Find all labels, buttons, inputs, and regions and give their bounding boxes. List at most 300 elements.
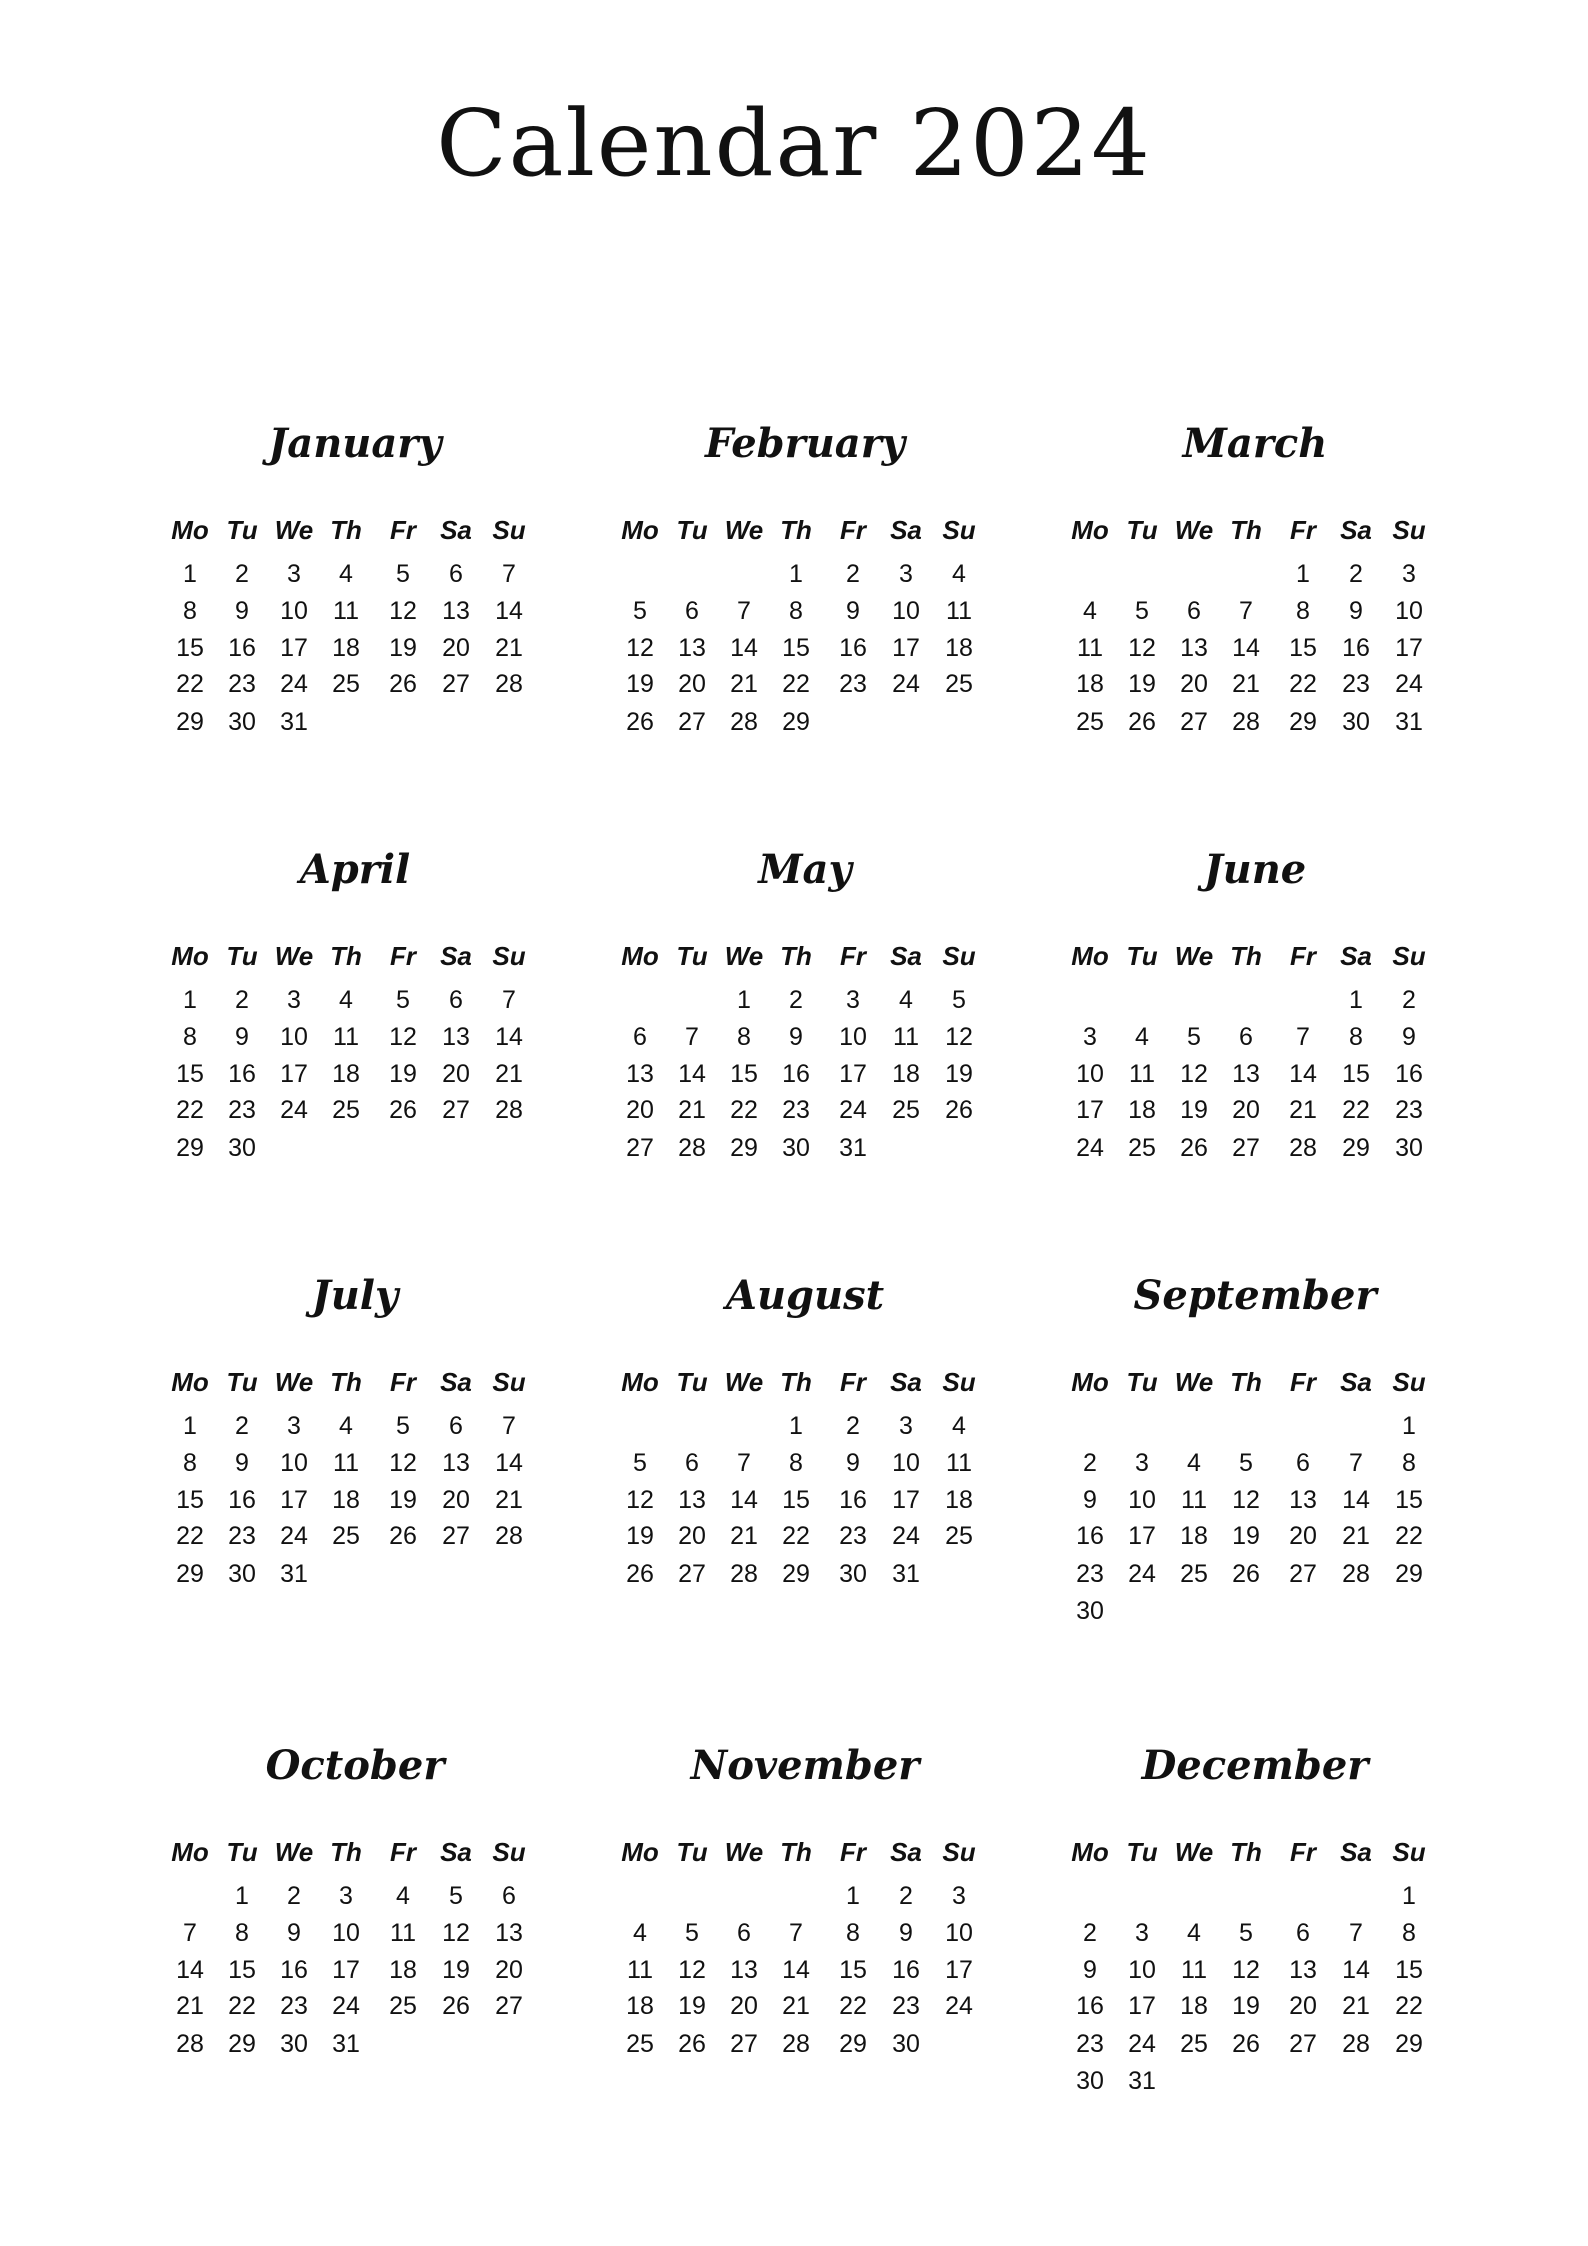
day-cell: 29 [176, 1134, 204, 1162]
day-cell: 23 [228, 670, 256, 698]
weekday-header: Th [330, 1837, 362, 1867]
day-cell: 16 [839, 1486, 867, 1514]
month-july [150, 1272, 560, 1632]
day-cell: 4 [396, 1882, 410, 1910]
day-cell: 23 [228, 1522, 256, 1550]
day-cell: 30 [228, 708, 256, 736]
day-cell: 12 [626, 634, 654, 662]
day-cell: 13 [626, 1060, 654, 1088]
day-cell: 9 [235, 1449, 249, 1477]
day-cell: 9 [846, 597, 860, 625]
day-cell: 21 [1289, 1096, 1317, 1124]
day-cell: 19 [626, 670, 654, 698]
weekday-header: Mo [171, 941, 209, 971]
month-august [600, 1272, 1010, 1632]
day-cell: 8 [183, 1023, 197, 1051]
day-cell: 28 [1342, 1560, 1370, 1588]
day-cell: 31 [332, 2030, 360, 2058]
day-cell: 17 [1128, 1522, 1156, 1550]
weekday-header: Th [1230, 515, 1262, 545]
weekday-header: Su [492, 1837, 526, 1867]
day-cell: 31 [892, 1560, 920, 1588]
day-cell: 10 [280, 597, 308, 625]
day-cell: 4 [1187, 1919, 1201, 1947]
day-cell: 17 [892, 1486, 920, 1514]
day-cell: 27 [1289, 2030, 1317, 2058]
day-cell: 9 [1083, 1486, 1097, 1514]
day-cell: 13 [1289, 1956, 1317, 1984]
day-cell: 14 [1342, 1956, 1370, 1984]
day-cell: 10 [1076, 1060, 1104, 1088]
day-cell: 14 [1342, 1486, 1370, 1514]
day-cell: 13 [442, 597, 470, 625]
day-cell: 4 [1083, 597, 1097, 625]
day-cell: 5 [396, 560, 410, 588]
day-cell: 3 [287, 986, 301, 1014]
day-cell: 8 [789, 597, 803, 625]
weekday-header: Th [1230, 1367, 1262, 1397]
day-cell: 5 [1135, 597, 1149, 625]
day-cell: 11 [333, 597, 359, 625]
weekday-header: Mo [171, 515, 209, 545]
day-cell: 30 [228, 1560, 256, 1588]
weekday-header: Tu [1126, 1367, 1158, 1397]
weekday-header: Tu [226, 1367, 258, 1397]
weekday-header: Mo [621, 941, 659, 971]
day-cell: 28 [782, 2030, 810, 2058]
weekday-header: We [1174, 1367, 1214, 1397]
day-cell: 1 [1349, 986, 1363, 1014]
day-cell: 7 [183, 1919, 197, 1947]
day-cell: 17 [1076, 1096, 1104, 1124]
day-cell: 2 [899, 1882, 913, 1910]
day-cell: 14 [782, 1956, 810, 1984]
day-cell: 25 [945, 670, 973, 698]
weekday-header: Sa [890, 941, 922, 971]
weekday-header: Fr [390, 515, 416, 545]
weekday-header: Fr [840, 1367, 866, 1397]
weekday-header: Mo [1071, 515, 1109, 545]
weekday-header: Mo [1071, 1367, 1109, 1397]
weekday-header: Sa [890, 515, 922, 545]
day-cell: 9 [846, 1449, 860, 1477]
day-cell: 15 [176, 1486, 204, 1514]
day-cell: 23 [782, 1096, 810, 1124]
day-cell: 1 [789, 1412, 803, 1440]
day-cell: 3 [287, 1412, 301, 1440]
weekday-header: Sa [890, 1837, 922, 1867]
day-cell: 2 [287, 1882, 301, 1910]
day-cell: 5 [633, 1449, 647, 1477]
day-cell: 17 [280, 1060, 308, 1088]
day-cell: 24 [892, 1522, 920, 1550]
day-cell: 18 [945, 1486, 973, 1514]
day-cell: 9 [1083, 1956, 1097, 1984]
day-cell: 25 [945, 1522, 973, 1550]
day-cell: 22 [176, 1522, 204, 1550]
day-cell: 12 [678, 1956, 706, 1984]
month-november [600, 1742, 1010, 2102]
day-cell: 28 [1342, 2030, 1370, 2058]
day-cell: 29 [1289, 708, 1317, 736]
weekday-header: Tu [676, 1837, 708, 1867]
day-cell: 18 [332, 1486, 360, 1514]
day-cell: 11 [333, 1449, 359, 1477]
day-cell: 10 [280, 1023, 308, 1051]
weekday-header: Mo [171, 1367, 209, 1397]
day-cell: 20 [1180, 670, 1208, 698]
day-cell: 15 [1342, 1060, 1370, 1088]
day-cell: 10 [1128, 1486, 1156, 1514]
day-cell: 8 [737, 1023, 751, 1051]
day-cell: 20 [678, 1522, 706, 1550]
weekday-header: Su [492, 941, 526, 971]
day-cell: 2 [1402, 986, 1416, 1014]
day-cell: 5 [449, 1882, 463, 1910]
day-cell: 26 [626, 708, 654, 736]
day-cell: 13 [495, 1919, 523, 1947]
day-cell: 19 [945, 1060, 973, 1088]
day-cell: 2 [846, 1412, 860, 1440]
weekday-header: Sa [1340, 515, 1372, 545]
day-cell: 7 [502, 1412, 516, 1440]
day-cell: 17 [839, 1060, 867, 1088]
day-cell: 15 [1395, 1956, 1423, 1984]
day-cell: 26 [678, 2030, 706, 2058]
day-cell: 11 [893, 1023, 919, 1051]
weekday-header: We [274, 1837, 314, 1867]
month-name: July [311, 1272, 399, 1319]
day-cell: 1 [1296, 560, 1310, 588]
day-cell: 8 [789, 1449, 803, 1477]
day-cell: 25 [389, 1992, 417, 2020]
weekday-header: Th [780, 1837, 812, 1867]
weekday-header: We [274, 941, 314, 971]
weekday-header: Su [492, 515, 526, 545]
day-cell: 2 [789, 986, 803, 1014]
day-cell: 7 [1349, 1919, 1363, 1947]
day-cell: 28 [730, 708, 758, 736]
day-cell: 20 [1289, 1522, 1317, 1550]
weekday-header: Fr [390, 1837, 416, 1867]
day-cell: 7 [789, 1919, 803, 1947]
day-cell: 5 [396, 986, 410, 1014]
day-cell: 22 [228, 1992, 256, 2020]
day-cell: 16 [839, 634, 867, 662]
weekday-header: Th [1230, 1837, 1262, 1867]
day-cell: 15 [782, 1486, 810, 1514]
weekday-header: Th [330, 515, 362, 545]
day-cell: 21 [782, 1992, 810, 2020]
day-cell: 12 [442, 1919, 470, 1947]
day-cell: 18 [1076, 670, 1104, 698]
day-cell: 22 [839, 1992, 867, 2020]
day-cell: 21 [495, 1486, 523, 1514]
weekday-header: We [274, 515, 314, 545]
day-cell: 7 [737, 1449, 751, 1477]
day-cell: 2 [235, 560, 249, 588]
day-cell: 25 [1180, 1560, 1208, 1588]
weekday-header: We [274, 1367, 314, 1397]
day-cell: 21 [495, 1060, 523, 1088]
day-cell: 31 [280, 708, 308, 736]
month-name: April [299, 846, 411, 893]
day-cell: 17 [892, 634, 920, 662]
day-cell: 27 [678, 1560, 706, 1588]
day-cell: 6 [449, 1412, 463, 1440]
day-cell: 9 [899, 1919, 913, 1947]
day-cell: 20 [442, 1486, 470, 1514]
day-cell: 16 [1076, 1522, 1104, 1550]
day-cell: 23 [1076, 1560, 1104, 1588]
day-cell: 14 [1232, 634, 1260, 662]
day-cell: 27 [1180, 708, 1208, 736]
day-cell: 24 [280, 1522, 308, 1550]
day-cell: 28 [495, 1096, 523, 1124]
day-cell: 4 [952, 560, 966, 588]
day-cell: 13 [678, 1486, 706, 1514]
day-cell: 18 [389, 1956, 417, 1984]
day-cell: 4 [339, 986, 353, 1014]
day-cell: 20 [1289, 1992, 1317, 2020]
day-cell: 19 [389, 1486, 417, 1514]
day-cell: 3 [1135, 1919, 1149, 1947]
day-cell: 24 [839, 1096, 867, 1124]
day-cell: 21 [495, 634, 523, 662]
day-cell: 11 [1129, 1060, 1155, 1088]
day-cell: 8 [1296, 597, 1310, 625]
day-cell: 3 [952, 1882, 966, 1910]
day-cell: 30 [228, 1134, 256, 1162]
weekday-header: We [1174, 515, 1214, 545]
day-cell: 19 [442, 1956, 470, 1984]
day-cell: 19 [626, 1522, 654, 1550]
day-cell: 8 [846, 1919, 860, 1947]
day-cell: 20 [1232, 1096, 1260, 1124]
weekday-header: Su [942, 1837, 976, 1867]
day-cell: 22 [1289, 670, 1317, 698]
day-cell: 26 [626, 1560, 654, 1588]
day-cell: 29 [176, 708, 204, 736]
day-cell: 9 [789, 1023, 803, 1051]
weekday-header: Fr [1290, 515, 1316, 545]
weekday-header: Tu [226, 1837, 258, 1867]
month-december [1050, 1742, 1460, 2102]
day-cell: 12 [1232, 1956, 1260, 1984]
day-cell: 11 [946, 597, 972, 625]
weekday-header: Su [1392, 1367, 1426, 1397]
month-name: June [1203, 846, 1307, 893]
weekday-header: We [724, 515, 764, 545]
day-cell: 13 [730, 1956, 758, 1984]
day-cell: 26 [442, 1992, 470, 2020]
weekday-header: Fr [390, 1367, 416, 1397]
day-cell: 27 [442, 1522, 470, 1550]
day-cell: 5 [1239, 1919, 1253, 1947]
day-cell: 29 [839, 2030, 867, 2058]
month-name: August [725, 1272, 885, 1319]
weekday-header: Sa [890, 1367, 922, 1397]
day-cell: 16 [228, 634, 256, 662]
day-cell: 26 [389, 1522, 417, 1550]
day-cell: 6 [685, 1449, 699, 1477]
day-cell: 26 [389, 670, 417, 698]
day-cell: 22 [176, 670, 204, 698]
day-cell: 30 [1395, 1134, 1423, 1162]
day-cell: 13 [1232, 1060, 1260, 1088]
day-cell: 12 [1232, 1486, 1260, 1514]
weekday-header: Tu [676, 941, 708, 971]
day-cell: 25 [892, 1096, 920, 1124]
day-cell: 26 [389, 1096, 417, 1124]
day-cell: 9 [287, 1919, 301, 1947]
weekday-header: We [724, 1837, 764, 1867]
day-cell: 6 [502, 1882, 516, 1910]
day-cell: 16 [1342, 634, 1370, 662]
weekday-header: Sa [1340, 1837, 1372, 1867]
day-cell: 1 [737, 986, 751, 1014]
day-cell: 15 [839, 1956, 867, 1984]
day-cell: 24 [1076, 1134, 1104, 1162]
day-cell: 24 [280, 1096, 308, 1124]
day-cell: 22 [782, 1522, 810, 1550]
day-cell: 14 [495, 1023, 523, 1051]
day-cell: 6 [685, 597, 699, 625]
day-cell: 23 [1076, 2030, 1104, 2058]
month-april [150, 846, 560, 1206]
day-cell: 14 [176, 1956, 204, 1984]
weekday-header: Fr [390, 941, 416, 971]
day-cell: 11 [1181, 1486, 1207, 1514]
month-name: January [268, 420, 442, 467]
day-cell: 5 [685, 1919, 699, 1947]
day-cell: 6 [633, 1023, 647, 1051]
day-cell: 7 [737, 597, 751, 625]
day-cell: 28 [176, 2030, 204, 2058]
day-cell: 27 [1232, 1134, 1260, 1162]
day-cell: 18 [1128, 1096, 1156, 1124]
weekday-header: We [724, 941, 764, 971]
day-cell: 2 [1083, 1919, 1097, 1947]
day-cell: 9 [1349, 597, 1363, 625]
weekday-header: Mo [621, 1837, 659, 1867]
day-cell: 10 [892, 1449, 920, 1477]
month-name: November [690, 1742, 920, 1789]
day-cell: 31 [1395, 708, 1423, 736]
day-cell: 14 [730, 1486, 758, 1514]
weekday-header: Th [780, 515, 812, 545]
day-cell: 25 [1076, 708, 1104, 736]
day-cell: 7 [502, 986, 516, 1014]
day-cell: 9 [235, 597, 249, 625]
day-cell: 10 [839, 1023, 867, 1051]
day-cell: 17 [1395, 634, 1423, 662]
day-cell: 24 [1395, 670, 1423, 698]
weekday-header: Su [942, 1367, 976, 1397]
weekday-header: Tu [1126, 1837, 1158, 1867]
day-cell: 18 [332, 634, 360, 662]
day-cell: 13 [442, 1449, 470, 1477]
weekday-header: Sa [440, 1837, 472, 1867]
day-cell: 6 [449, 986, 463, 1014]
day-cell: 19 [1232, 1992, 1260, 2020]
day-cell: 14 [730, 634, 758, 662]
day-cell: 12 [1128, 634, 1156, 662]
weekday-header: Su [1392, 941, 1426, 971]
day-cell: 9 [1402, 1023, 1416, 1051]
page-title: Calendar 2024 [436, 90, 1152, 197]
day-cell: 20 [730, 1992, 758, 2020]
day-cell: 23 [280, 1992, 308, 2020]
day-cell: 8 [183, 1449, 197, 1477]
day-cell: 28 [495, 670, 523, 698]
day-cell: 12 [389, 1023, 417, 1051]
day-cell: 27 [442, 670, 470, 698]
day-cell: 29 [1395, 2030, 1423, 2058]
weekday-header: Su [1392, 515, 1426, 545]
day-cell: 15 [176, 1060, 204, 1088]
day-cell: 3 [1083, 1023, 1097, 1051]
day-cell: 16 [228, 1486, 256, 1514]
day-cell: 13 [1289, 1486, 1317, 1514]
weekday-header: Fr [840, 941, 866, 971]
day-cell: 30 [782, 1134, 810, 1162]
day-cell: 25 [332, 670, 360, 698]
day-cell: 28 [678, 1134, 706, 1162]
day-cell: 4 [339, 560, 353, 588]
day-cell: 20 [678, 670, 706, 698]
weekday-header: Sa [440, 515, 472, 545]
day-cell: 24 [1128, 1560, 1156, 1588]
day-cell: 27 [730, 2030, 758, 2058]
month-january [150, 420, 560, 780]
day-cell: 30 [839, 1560, 867, 1588]
day-cell: 14 [1289, 1060, 1317, 1088]
day-cell: 21 [176, 1992, 204, 2020]
day-cell: 16 [892, 1956, 920, 1984]
day-cell: 4 [1187, 1449, 1201, 1477]
day-cell: 6 [1296, 1449, 1310, 1477]
weekday-header: Tu [1126, 515, 1158, 545]
day-cell: 4 [339, 1412, 353, 1440]
day-cell: 16 [782, 1060, 810, 1088]
weekday-header: We [724, 1367, 764, 1397]
day-cell: 28 [495, 1522, 523, 1550]
day-cell: 5 [1239, 1449, 1253, 1477]
month-name: December [1141, 1742, 1369, 1789]
day-cell: 14 [495, 597, 523, 625]
month-name: March [1182, 420, 1328, 467]
day-cell: 6 [1296, 1919, 1310, 1947]
day-cell: 15 [1395, 1486, 1423, 1514]
weekday-header: Th [780, 941, 812, 971]
day-cell: 11 [946, 1449, 972, 1477]
weekday-header: Tu [676, 1367, 708, 1397]
day-cell: 30 [892, 2030, 920, 2058]
day-cell: 31 [280, 1560, 308, 1588]
day-cell: 3 [339, 1882, 353, 1910]
day-cell: 29 [228, 2030, 256, 2058]
weekday-header: Tu [226, 515, 258, 545]
day-cell: 21 [730, 1522, 758, 1550]
day-cell: 25 [626, 2030, 654, 2058]
weekday-header: Su [942, 941, 976, 971]
day-cell: 1 [183, 986, 197, 1014]
day-cell: 21 [1232, 670, 1260, 698]
day-cell: 4 [1135, 1023, 1149, 1051]
day-cell: 6 [449, 560, 463, 588]
day-cell: 12 [389, 597, 417, 625]
